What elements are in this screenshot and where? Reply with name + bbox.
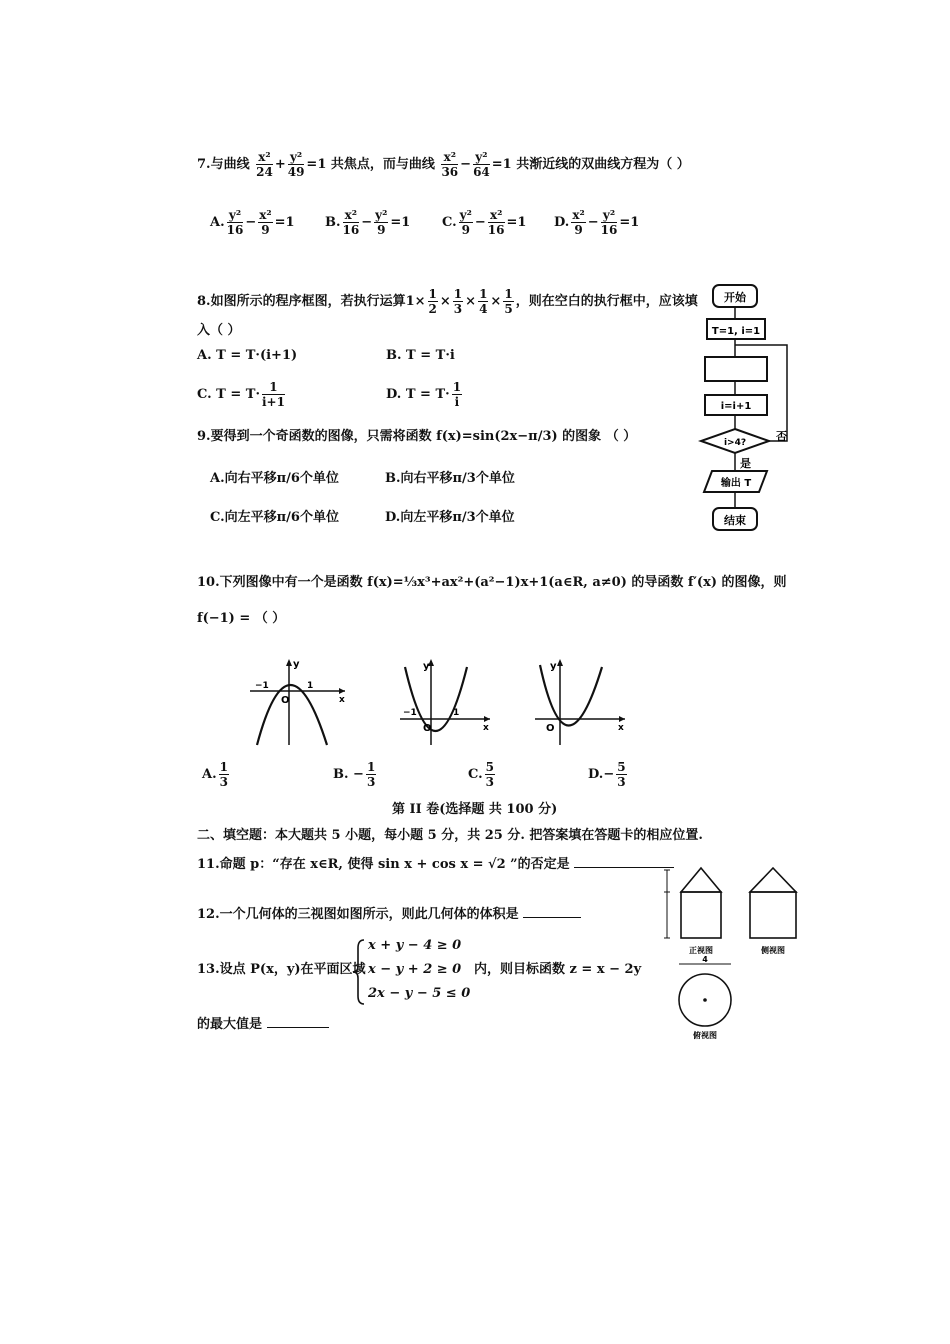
q8-option-c[interactable]: C. T = T· $\frac{1}{i+1}$ [197, 380, 285, 409]
q9-option-b[interactable]: B.向右平移π/3个单位 [385, 471, 515, 486]
front-view-label: 正视图 [689, 946, 713, 955]
q9-stem: 9.要得到一个奇函数的图像，只需将函数 f(x)=sin(2x−π/3) 的图象 （ ） [197, 429, 637, 444]
top-view-label: 俯视图 [693, 1031, 717, 1040]
q12-stem: 12.一个几何体的三视图如图所示，则此几何体的体积是 [197, 908, 581, 921]
graph1-y-label: y [293, 659, 300, 670]
flowchart-cond-label: i>4? [723, 438, 747, 448]
front-view [664, 868, 721, 938]
flowchart-output-label: 输出 T [720, 478, 752, 489]
side-view-label: 侧视图 [761, 946, 785, 955]
q7-stem: 7.与曲线 $\frac{\text{x²}}{24}$ + $\frac{\text{y²}}{49}$ =1 共焦点，而与曲线 $\frac{\text{x²}}{36}$ − $\frac{\text{y²}}{64}$ =1 共渐近线的双曲线方程为（ ） [197, 150, 690, 179]
top-view [679, 964, 731, 1026]
graph1-plus1-label: 1 [307, 681, 314, 691]
q10-option-b[interactable]: B. − $\frac{1}{3}$ [333, 760, 376, 789]
q10-option-a[interactable]: A. $\frac{1}{3}$ [202, 760, 228, 789]
q10-graph-1 [245, 655, 350, 750]
q8-option-b[interactable]: B. T = T·i [386, 348, 455, 363]
flowchart-end-label: 结束 [724, 514, 746, 527]
graph2-y-label: y [423, 661, 430, 672]
q10-graph-2 [395, 655, 495, 750]
flowchart-start-label: 开始 [724, 291, 746, 304]
q8-option-a[interactable]: A. T = T·(i+1) [197, 348, 298, 363]
section2-intro: 二、填空题：本大题共 5 小题，每小题 5 分，共 25 分. 把答案填在答题卡的相应位置. [197, 828, 703, 843]
graph2-plus1-label: 1 [453, 708, 460, 718]
graph1-origin-label: O [281, 695, 290, 706]
flowchart-step-label: i=i+1 [720, 401, 752, 412]
graph1-x-label: x [339, 695, 345, 705]
q9-option-d[interactable]: D.向左平移π/3个单位 [385, 510, 515, 525]
q13-suffix: 内，则目标函数 z = x − 2y [474, 962, 642, 977]
q8-stem-line2: 入（ ） [197, 323, 241, 338]
q10-stem: 10.下列图像中有一个是函数 f(x)=⅓x³+ax²+(a²−1)x+1(a∈R, a≠0) 的导函数 f′(x) 的图像，则 [197, 575, 787, 590]
q8-option-d[interactable]: D. T = T· $\frac{1}{i}$ [386, 380, 462, 409]
q13-inequality-3: 2x − y − 5 ≤ 0 [368, 986, 471, 1001]
q12-answer-blank[interactable] [523, 917, 581, 918]
graph2-x-label: x [483, 723, 489, 733]
flowchart [690, 275, 800, 540]
section2-title: 第 II 卷(选择题 共 100 分) [392, 802, 558, 817]
top-view-dimension: 4 [702, 955, 708, 964]
q13-answer-blank[interactable] [267, 1027, 329, 1028]
flowchart-init-label: T=1, i=1 [711, 326, 761, 337]
q9-option-a[interactable]: A.向右平移π/6个单位 [210, 471, 339, 486]
side-view [750, 868, 796, 938]
q10-option-c[interactable]: C. $\frac{5}{3}$ [468, 760, 495, 789]
graph3-x-label: x [618, 723, 624, 733]
graph3-origin-label: O [546, 723, 555, 734]
q7-option-a[interactable]: A. $\frac{\text{y²}}{16}$ − $\frac{\text{x²}}{9}$ =1 [210, 208, 295, 237]
graph3-y-label: y [550, 661, 557, 672]
q7-option-c[interactable]: C. $\frac{\text{y²}}{9}$ − $\frac{\text{x²}}{16}$ =1 [442, 208, 527, 237]
flowchart-blank-box [705, 357, 767, 381]
q13-prefix: 13.设点 P(x，y)在平面区域 [197, 962, 366, 977]
q13-brace [352, 938, 366, 1006]
q11-stem: 11.命题 p：“存在 x∈R, 使得 sin x + cos x = √2 ”的否定是 [197, 858, 674, 871]
q13-inequality-1: x + y − 4 ≥ 0 [368, 938, 462, 953]
graph2-origin-label: O [423, 723, 432, 734]
q8-stem: 8.如图所示的程序框图，若执行运算1× $\frac{1}{2}$ × $\frac{1}{3}$ × $\frac{1}{4}$ × $\frac{1}{5}$ ，则在空白的执行框中，应该填 [197, 287, 698, 316]
q13-inequality-2: x − y + 2 ≥ 0 [368, 962, 462, 977]
q10-graph-3 [530, 655, 630, 750]
three-view-drawing [655, 860, 815, 1042]
q10-option-d[interactable]: D.− $\frac{5}{3}$ [588, 760, 626, 789]
q13-line2: 的最大值是 [197, 1018, 329, 1031]
graph2-minus1-label: −1 [403, 708, 417, 718]
flowchart-no-label: 否 [776, 430, 787, 443]
q7-option-d[interactable]: D. $\frac{\text{x²}}{9}$ − $\frac{\text{y²}}{16}$ =1 [554, 208, 640, 237]
q9-option-c[interactable]: C.向左平移π/6个单位 [210, 510, 339, 525]
graph1-minus1-label: −1 [255, 681, 269, 691]
q7-option-b[interactable]: B. $\frac{\text{x²}}{16}$ − $\frac{\text{y²}}{9}$ =1 [325, 208, 411, 237]
flowchart-yes-label: 是 [740, 457, 751, 470]
q10-stem-line2: f(−1) = （ ） [197, 611, 286, 626]
